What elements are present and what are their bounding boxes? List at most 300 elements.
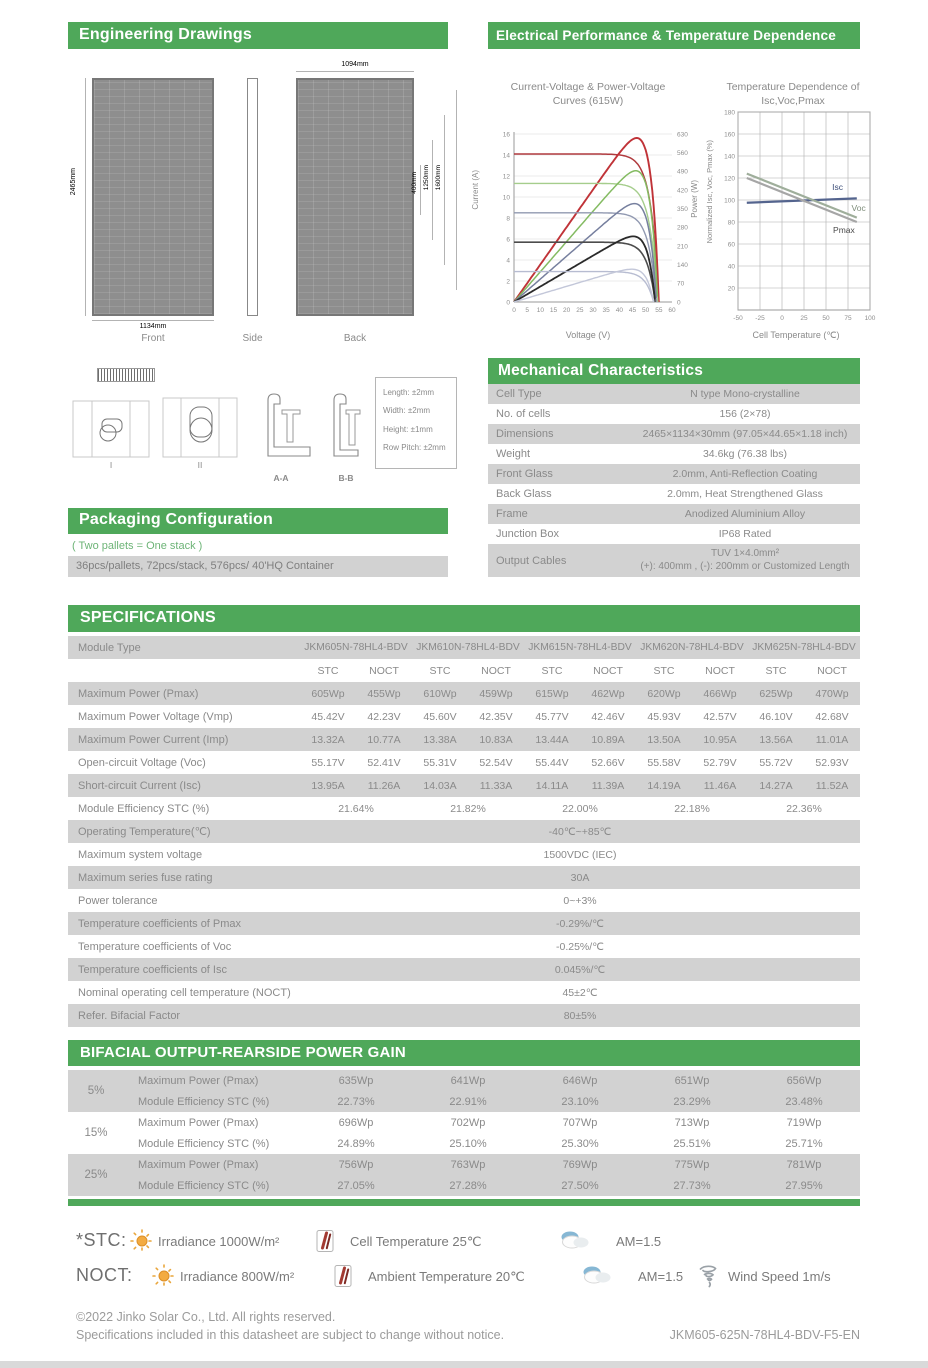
tolerance-box bbox=[375, 377, 457, 469]
table-row bbox=[68, 889, 860, 912]
section-title-specifications: SPECIFICATIONS bbox=[68, 605, 860, 632]
condition-header-cell: STC bbox=[765, 664, 787, 677]
spec-row-label: Open-circuit Voltage (Voc) bbox=[78, 756, 206, 769]
table-row bbox=[68, 935, 860, 958]
iv-pv-curves-chart bbox=[488, 126, 700, 326]
back-view-caption: Back bbox=[343, 333, 367, 344]
curve-i-v-200w-m- bbox=[514, 272, 654, 302]
bifacial-pmax-value: 775Wp bbox=[674, 1158, 710, 1171]
svg-text:0: 0 bbox=[506, 299, 510, 307]
condition-header-cell: STC bbox=[429, 664, 451, 677]
table-row bbox=[68, 682, 860, 705]
module-type-cell: JKM610N-78HL4-BDV bbox=[416, 642, 520, 653]
spec-value-cell: 55.31V bbox=[423, 756, 457, 769]
bifacial-pmax-value: 641Wp bbox=[450, 1074, 486, 1087]
spec-row-label: Maximum Power Current (Imp) bbox=[78, 733, 229, 746]
table-row bbox=[68, 1133, 860, 1154]
svg-text:-50: -50 bbox=[733, 315, 743, 322]
condition-header-cell: STC bbox=[541, 664, 563, 677]
detail-1-caption: I bbox=[109, 460, 113, 470]
svg-text:0: 0 bbox=[780, 315, 784, 322]
efficiency-value-cell: 21.82% bbox=[450, 802, 486, 815]
spec-row-label: Power tolerance bbox=[78, 894, 158, 907]
condition-header-cell: NOCT bbox=[593, 664, 623, 677]
table-row bbox=[68, 958, 860, 981]
bifacial-bottom-bar bbox=[68, 1199, 860, 1206]
table-row bbox=[68, 866, 860, 889]
spec-value-cell: 11.33A bbox=[479, 779, 513, 792]
module-type-label: Module Type bbox=[78, 641, 141, 654]
spec-value-cell: 45.77V bbox=[535, 710, 569, 723]
spec-row-label: Refer. Bifacial Factor bbox=[78, 1009, 181, 1022]
condition-header-cell: NOCT bbox=[817, 664, 847, 677]
table-row bbox=[68, 1004, 860, 1027]
bifacial-eff-value: 25.30% bbox=[561, 1137, 599, 1150]
condition-header-cell: NOCT bbox=[705, 664, 735, 677]
spec-value-cell: 42.35V bbox=[479, 710, 513, 723]
svg-text:490: 490 bbox=[677, 168, 688, 176]
mechanical-characteristics-table bbox=[488, 384, 860, 577]
spec-common-value-cell: 0~+3% bbox=[563, 894, 597, 907]
spec-value-cell: 55.72V bbox=[759, 756, 793, 769]
bifacial-pmax-value: 719Wp bbox=[786, 1116, 822, 1129]
spec-row-label: Maximum series fuse rating bbox=[78, 871, 213, 884]
section-title-bifacial-gain: BIFACIAL OUTPUT-REARSIDE POWER GAIN bbox=[68, 1040, 860, 1066]
copyright-line: ©2022 Jinko Solar Co., Ltd. All rights reserved. bbox=[76, 1310, 336, 1324]
svg-text:280: 280 bbox=[677, 224, 688, 232]
legend-condition-label: NOCT: bbox=[76, 1265, 133, 1285]
spec-value-cell: 42.68V bbox=[815, 710, 849, 723]
table-row bbox=[68, 1154, 860, 1175]
svg-text:100: 100 bbox=[724, 197, 735, 205]
tolerance-line: Length: ±2mm bbox=[383, 388, 435, 397]
legend-condition-text: Cell Temperature 25℃ bbox=[350, 1234, 482, 1249]
disclaimer-line: Specifications included in this datasheet are subject to change without notice. bbox=[76, 1328, 505, 1342]
spec-value-cell: 605Wp bbox=[311, 687, 345, 700]
spec-row-label: Operating Temperature(℃) bbox=[78, 826, 211, 838]
table-row bbox=[488, 504, 860, 524]
section-aa-caption: A-A bbox=[273, 473, 289, 483]
table-row bbox=[68, 1175, 860, 1196]
iv-chart-title-line1: Current-Voltage & Power-Voltage bbox=[510, 81, 666, 93]
side-view-drawing bbox=[247, 78, 258, 316]
bifacial-eff-value: 27.73% bbox=[673, 1179, 711, 1192]
spec-value-cell: 459Wp bbox=[479, 687, 513, 700]
table-row bbox=[488, 544, 860, 577]
bifacial-eff-value: 27.28% bbox=[449, 1179, 487, 1192]
mech-row-label: Output Cables bbox=[496, 554, 567, 567]
spec-common-value-cell: -0.29%/℃ bbox=[556, 917, 604, 930]
spec-row-label: Maximum system voltage bbox=[78, 848, 203, 861]
bifacial-eff-value: 27.95% bbox=[785, 1179, 823, 1192]
spec-row-label: Maximum Power (Pmax) bbox=[78, 687, 199, 700]
module-type-cell: JKM625N-78HL4-BDV bbox=[752, 642, 856, 653]
series-label-voc: Voc bbox=[851, 203, 866, 213]
spec-value-cell: 10.89A bbox=[591, 733, 625, 746]
spec-value-cell: 42.57V bbox=[703, 710, 737, 723]
temp-chart-title-line1: Temperature Dependence of bbox=[726, 81, 860, 93]
bifacial-pmax-value: 635Wp bbox=[338, 1074, 374, 1087]
spec-value-cell: 620Wp bbox=[647, 687, 681, 700]
spec-common-value-cell: -0.25%/℃ bbox=[556, 940, 604, 953]
table-row bbox=[488, 484, 860, 504]
temp-chart-title-line2: Isc,Voc,Pmax bbox=[761, 95, 825, 108]
svg-text:2: 2 bbox=[506, 278, 510, 286]
table-row bbox=[68, 843, 860, 866]
spec-value-cell: 52.93V bbox=[815, 756, 849, 769]
spec-value-cell: 52.41V bbox=[367, 756, 401, 769]
spec-value-cell: 455Wp bbox=[367, 687, 401, 700]
condition-header-cell: STC bbox=[317, 664, 339, 677]
svg-text:0: 0 bbox=[512, 307, 516, 314]
table-row bbox=[68, 751, 860, 774]
bifacial-pmax-value: 646Wp bbox=[562, 1074, 598, 1087]
detail-2-caption: II bbox=[197, 460, 203, 470]
mech-row-label: Cell Type bbox=[496, 388, 542, 400]
mech-row-value: 2.0mm, Heat Strengthened Glass bbox=[667, 488, 823, 500]
table-row bbox=[488, 404, 860, 424]
bifacial-eff-value: 25.51% bbox=[673, 1137, 711, 1150]
bifacial-pmax-value: 696Wp bbox=[338, 1116, 374, 1129]
table-row bbox=[488, 384, 860, 404]
front-width-dimension: 1134mm bbox=[139, 323, 167, 330]
line-voc bbox=[747, 174, 857, 218]
svg-text:0: 0 bbox=[677, 299, 681, 307]
mech-row-label: Dimensions bbox=[496, 428, 554, 440]
section-title-packaging-configuration: Packaging Configuration bbox=[68, 508, 448, 534]
svg-text:350: 350 bbox=[677, 205, 688, 213]
svg-text:12: 12 bbox=[502, 173, 510, 181]
mech-row-value: 2.0mm, Anti-Reflection Coating bbox=[672, 468, 818, 480]
bifacial-pmax-value: 651Wp bbox=[674, 1074, 710, 1087]
temp-chart-y-axis-label: Normalized Isc, Voc, Pmax (%) bbox=[705, 140, 714, 244]
mech-row-label: Weight bbox=[496, 448, 531, 460]
mech-row-value: 2465×1134×30mm (97.05×44.65×1.18 inch) bbox=[642, 428, 848, 440]
efficiency-value-cell: 22.36% bbox=[786, 802, 822, 815]
svg-text:140: 140 bbox=[677, 261, 688, 269]
spec-row-label: Short-circuit Current (Isc) bbox=[78, 779, 201, 792]
svg-text:-25: -25 bbox=[755, 315, 765, 322]
svg-text:30: 30 bbox=[589, 307, 597, 314]
svg-text:120: 120 bbox=[724, 175, 735, 183]
document-code: JKM605-625N-78HL4-BDV-F5-EN bbox=[669, 1328, 860, 1342]
svg-text:140: 140 bbox=[724, 153, 735, 161]
svg-text:160: 160 bbox=[724, 131, 735, 139]
bifacial-pmax-value: 702Wp bbox=[450, 1116, 486, 1129]
table-row bbox=[68, 912, 860, 935]
iv-chart-x-axis-label: Voltage (V) bbox=[565, 330, 611, 340]
temperature-dependence-chart bbox=[714, 100, 880, 332]
spec-value-cell: 52.54V bbox=[479, 756, 513, 769]
svg-text:70: 70 bbox=[677, 280, 685, 288]
spec-value-cell: 45.60V bbox=[423, 710, 457, 723]
spec-row-label: Maximum Power Voltage (Vmp) bbox=[78, 710, 233, 723]
gain-percentage-cell: 25% bbox=[84, 1169, 108, 1181]
sun-icon bbox=[152, 1264, 176, 1293]
svg-text:50: 50 bbox=[822, 315, 830, 322]
bifacial-eff-value: 22.91% bbox=[449, 1095, 487, 1108]
iv-chart-y-axis-label-current: Current (A) bbox=[471, 170, 480, 210]
svg-text:25: 25 bbox=[576, 307, 584, 314]
packaging-detail: 36pcs/pallets, 72pcs/stack, 576pcs/ 40'HQ Container bbox=[68, 556, 448, 577]
spec-value-cell: 10.83A bbox=[479, 733, 513, 746]
temp-chart-x-axis-label: Cell Temperature (℃) bbox=[752, 330, 840, 340]
svg-text:45: 45 bbox=[628, 307, 637, 314]
bifacial-eff-value: 23.48% bbox=[785, 1095, 823, 1108]
legend-condition-label: *STC: bbox=[76, 1230, 127, 1250]
front-height-dimension: 2465mm bbox=[70, 168, 77, 196]
table-row bbox=[68, 820, 860, 843]
series-label-isc: Isc bbox=[832, 182, 844, 193]
legend-condition-text: Irradiance 1000W/m² bbox=[158, 1234, 280, 1249]
efficiency-value-cell: 22.18% bbox=[674, 802, 710, 815]
svg-text:560: 560 bbox=[677, 149, 688, 157]
thermometer-icon bbox=[332, 1264, 354, 1293]
table-row bbox=[68, 797, 860, 820]
condition-header-cell: NOCT bbox=[369, 664, 399, 677]
svg-text:10: 10 bbox=[502, 194, 510, 202]
spec-value-cell: 13.44A bbox=[535, 733, 569, 746]
legend-condition-text: Ambient Temperature 20℃ bbox=[368, 1269, 525, 1284]
frame-section-bb-drawing bbox=[324, 390, 368, 470]
back-hole-dimension-1: 400mm bbox=[411, 172, 418, 194]
bifacial-eff-value: 25.71% bbox=[785, 1137, 823, 1150]
spec-value-cell: 14.27A bbox=[759, 779, 793, 792]
svg-text:50: 50 bbox=[642, 307, 650, 314]
spec-value-cell: 55.44V bbox=[535, 756, 569, 769]
section-title-engineering-drawings: Engineering Drawings bbox=[68, 22, 448, 49]
svg-text:180: 180 bbox=[724, 109, 735, 117]
spec-row-label: Temperature coefficients of Isc bbox=[78, 963, 227, 976]
svg-text:25: 25 bbox=[800, 315, 808, 322]
mech-row-label: Back Glass bbox=[496, 488, 552, 500]
spec-value-cell: 45.42V bbox=[311, 710, 345, 723]
svg-text:35: 35 bbox=[602, 307, 610, 314]
series-label-pmax: Pmax bbox=[833, 225, 855, 235]
table-row bbox=[68, 1070, 860, 1091]
svg-text:8: 8 bbox=[506, 215, 510, 223]
spec-row-label: Nominal operating cell temperature (NOCT) bbox=[78, 986, 291, 999]
svg-text:210: 210 bbox=[677, 243, 688, 251]
spec-value-cell: 13.32A bbox=[311, 733, 345, 746]
bifacial-pmax-value: 756Wp bbox=[338, 1158, 374, 1171]
svg-text:55: 55 bbox=[655, 307, 663, 314]
bifacial-pmax-value: 713Wp bbox=[674, 1116, 710, 1129]
spec-value-cell: 11.01A bbox=[815, 733, 849, 746]
barcode-strip bbox=[97, 368, 155, 382]
module-type-cell: JKM615N-78HL4-BDV bbox=[528, 642, 632, 653]
svg-text:60: 60 bbox=[727, 241, 735, 249]
specifications-table bbox=[68, 636, 860, 1027]
svg-text:630: 630 bbox=[677, 131, 688, 139]
spec-value-cell: 52.66V bbox=[591, 756, 625, 769]
table-row bbox=[68, 1091, 860, 1112]
spec-common-value-cell: 80±5% bbox=[563, 1009, 597, 1022]
condition-header-cell: STC bbox=[653, 664, 675, 677]
mech-row-label: No. of cells bbox=[496, 408, 551, 420]
spec-value-cell: 11.26A bbox=[367, 779, 401, 792]
bifacial-pmax-value: 769Wp bbox=[562, 1158, 598, 1171]
detail-view-2-drawing bbox=[162, 397, 238, 458]
spec-value-cell: 11.46A bbox=[703, 779, 737, 792]
wind-icon bbox=[698, 1264, 718, 1293]
bifacial-pmax-value: 781Wp bbox=[786, 1158, 822, 1171]
back-view-drawing bbox=[296, 78, 414, 316]
legend-condition-text: AM=1.5 bbox=[638, 1269, 684, 1284]
svg-text:5: 5 bbox=[525, 307, 529, 314]
mech-row-value: 34.6kg (76.38 lbs) bbox=[702, 448, 788, 460]
spec-value-cell: 46.10V bbox=[759, 710, 793, 723]
table-row bbox=[488, 524, 860, 544]
spec-value-cell: 14.19A bbox=[647, 779, 681, 792]
spec-value-cell: 42.46V bbox=[591, 710, 625, 723]
cloud-icon bbox=[582, 1264, 612, 1291]
mech-row-label: Front Glass bbox=[496, 468, 553, 480]
spec-value-cell: 615Wp bbox=[535, 687, 569, 700]
svg-text:75: 75 bbox=[844, 315, 852, 322]
table-row bbox=[488, 424, 860, 444]
spec-value-cell: 10.95A bbox=[703, 733, 737, 746]
spec-value-cell: 10.77A bbox=[367, 733, 401, 746]
efficiency-value-cell: 21.64% bbox=[338, 802, 374, 815]
section-title-mechanical-characteristics: Mechanical Characteristics bbox=[488, 358, 860, 384]
svg-text:10: 10 bbox=[536, 307, 544, 314]
table-row bbox=[488, 464, 860, 484]
spec-value-cell: 13.38A bbox=[423, 733, 457, 746]
bifacial-eff-value: 25.10% bbox=[449, 1137, 487, 1150]
table-row bbox=[488, 444, 860, 464]
module-type-cell: JKM620N-78HL4-BDV bbox=[640, 642, 744, 653]
page-bottom-strip bbox=[0, 1361, 928, 1368]
front-view-caption: Front bbox=[141, 333, 165, 344]
spec-common-value-cell: 45±2℃ bbox=[562, 986, 598, 999]
svg-text:40: 40 bbox=[615, 307, 623, 314]
sun-icon bbox=[130, 1229, 154, 1258]
cloud-icon bbox=[560, 1229, 590, 1256]
front-view-drawing bbox=[92, 78, 214, 316]
bifacial-eff-value: 22.73% bbox=[337, 1095, 375, 1108]
bifacial-pmax-label: Maximum Power (Pmax) bbox=[138, 1158, 259, 1171]
table-row bbox=[68, 774, 860, 797]
svg-text:20: 20 bbox=[563, 307, 571, 314]
mech-row-value: 156 (2×78) bbox=[719, 408, 771, 420]
spec-value-cell: 14.03A bbox=[423, 779, 457, 792]
section-title-electrical-performance: Electrical Performance & Temperature Dependence bbox=[488, 22, 860, 49]
tolerance-line: Height: ±1mm bbox=[383, 424, 433, 434]
spec-value-cell: 11.52A bbox=[815, 779, 849, 792]
spec-common-value-cell: 0.045%/℃ bbox=[554, 963, 606, 976]
back-hole-dimension-3: 1600mm bbox=[435, 165, 442, 191]
svg-text:16: 16 bbox=[502, 131, 510, 139]
stc-conditions-row bbox=[76, 1228, 876, 1258]
bifacial-gain-table bbox=[68, 1070, 860, 1196]
spec-value-cell: 462Wp bbox=[591, 687, 625, 700]
table-row bbox=[68, 636, 860, 659]
spec-value-cell: 470Wp bbox=[815, 687, 849, 700]
spec-value-cell: 45.93V bbox=[647, 710, 681, 723]
detail-view-1-drawing bbox=[72, 400, 150, 458]
bifacial-eff-value: 27.50% bbox=[561, 1179, 599, 1192]
spec-row-label: Module Efficiency STC (%) bbox=[78, 802, 210, 815]
back-width-dimension: 1094mm bbox=[341, 61, 369, 68]
bifacial-eff-label: Module Efficiency STC (%) bbox=[138, 1179, 270, 1192]
table-row bbox=[68, 728, 860, 751]
spec-row-label: Temperature coefficients of Voc bbox=[78, 940, 232, 953]
spec-value-cell: 55.17V bbox=[311, 756, 345, 769]
frame-section-aa-drawing bbox=[246, 390, 316, 470]
spec-value-cell: 625Wp bbox=[759, 687, 793, 700]
spec-common-value-cell: 1500VDC (IEC) bbox=[543, 848, 617, 861]
table-row bbox=[68, 1112, 860, 1133]
spec-value-cell: 466Wp bbox=[703, 687, 737, 700]
bifacial-pmax-label: Maximum Power (Pmax) bbox=[138, 1116, 259, 1129]
gain-percentage-cell: 15% bbox=[84, 1127, 108, 1139]
noct-conditions-row bbox=[76, 1263, 876, 1293]
side-view-caption: Side bbox=[242, 333, 263, 344]
bifacial-pmax-value: 763Wp bbox=[450, 1158, 486, 1171]
svg-text:15: 15 bbox=[549, 307, 558, 314]
iv-chart-title-line2: Curves (615W) bbox=[552, 95, 624, 108]
spec-value-cell: 52.79V bbox=[703, 756, 737, 769]
spec-common-value-cell: -40℃~+85℃ bbox=[548, 825, 612, 838]
bifacial-pmax-value: 707Wp bbox=[562, 1116, 598, 1129]
svg-text:20: 20 bbox=[727, 285, 735, 293]
spec-common-value-cell: 30A bbox=[570, 871, 590, 884]
spec-value-cell: 13.50A bbox=[647, 733, 681, 746]
section-bb-caption: B-B bbox=[338, 473, 354, 483]
bifacial-eff-label: Module Efficiency STC (%) bbox=[138, 1137, 270, 1150]
svg-text:60: 60 bbox=[668, 307, 676, 314]
packaging-note: ( Two pallets = One stack ) bbox=[72, 540, 203, 552]
spec-value-cell: 610Wp bbox=[423, 687, 457, 700]
mech-row-value: N type Mono-crystalline bbox=[690, 388, 800, 400]
spec-value-cell: 13.56A bbox=[759, 733, 793, 746]
bifacial-eff-label: Module Efficiency STC (%) bbox=[138, 1095, 270, 1108]
svg-text:80: 80 bbox=[727, 219, 735, 227]
condition-header-cell: NOCT bbox=[481, 664, 511, 677]
svg-text:40: 40 bbox=[727, 263, 735, 271]
bifacial-eff-value: 23.29% bbox=[673, 1095, 711, 1108]
mech-row-value: Anodized Aluminium Alloy bbox=[684, 508, 806, 520]
table-row bbox=[68, 981, 860, 1004]
svg-text:6: 6 bbox=[506, 236, 510, 244]
efficiency-value-cell: 22.00% bbox=[562, 802, 598, 815]
mech-row-label: Frame bbox=[496, 508, 528, 520]
spec-value-cell: 13.95A bbox=[311, 779, 345, 792]
spec-value-cell: 42.23V bbox=[367, 710, 401, 723]
table-row bbox=[68, 659, 860, 682]
bifacial-eff-value: 27.05% bbox=[337, 1179, 375, 1192]
legend-condition-text: Wind Speed 1m/s bbox=[728, 1269, 831, 1284]
tolerance-line: Row Pitch: ±2mm bbox=[383, 443, 446, 453]
bifacial-pmax-label: Maximum Power (Pmax) bbox=[138, 1074, 259, 1087]
module-type-cell: JKM605N-78HL4-BDV bbox=[304, 642, 408, 653]
tolerance-line: Width: ±2mm bbox=[383, 406, 431, 416]
legend-condition-text: Irradiance 800W/m² bbox=[180, 1269, 295, 1284]
bifacial-eff-value: 23.10% bbox=[561, 1095, 599, 1108]
back-hole-dimension-2: 1250mm bbox=[423, 165, 430, 191]
bifacial-eff-value: 24.89% bbox=[337, 1137, 375, 1150]
table-row bbox=[68, 705, 860, 728]
svg-text:100: 100 bbox=[864, 315, 876, 322]
spec-value-cell: 14.11A bbox=[535, 779, 569, 792]
mech-row-label: Junction Box bbox=[496, 528, 559, 540]
svg-text:420: 420 bbox=[677, 187, 688, 195]
mech-row-value: TUV 1×4.0mm² (+): 400mm , (-): 200mm or Customized Length bbox=[640, 548, 850, 572]
spec-value-cell: 11.39A bbox=[591, 779, 625, 792]
svg-text:14: 14 bbox=[502, 152, 510, 160]
legend-condition-text: AM=1.5 bbox=[616, 1234, 662, 1249]
